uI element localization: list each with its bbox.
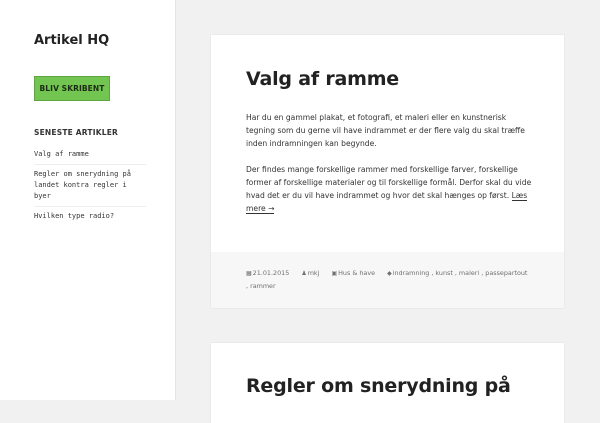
recent-articles-title: SENESTE ARTIKLER [34, 128, 119, 137]
post-title[interactable]: Valg af ramme [246, 68, 399, 90]
recent-article-link[interactable]: Valg af ramme [34, 150, 89, 158]
post-card [211, 343, 564, 423]
post-author[interactable] [301, 269, 324, 277]
post-category-text: Hus & have [338, 269, 376, 277]
post-date-text: 21.01.2015 [252, 269, 290, 277]
list-item [34, 164, 146, 206]
post-author-text: mkj [307, 269, 320, 277]
calendar-icon: ▦ [246, 270, 252, 277]
folder-icon: ▣ [331, 270, 338, 277]
recent-articles-list [34, 145, 146, 226]
become-writer-button[interactable]: BLIV SKRIBENT [34, 76, 110, 101]
post-title[interactable]: Regler om snerydning på [246, 375, 511, 397]
post-meta [211, 252, 564, 308]
author-icon: ♟ [301, 270, 307, 277]
post-content [246, 111, 536, 228]
list-item [34, 145, 146, 164]
post-tags-text: indramning , kunst , maleri , passepartout , rammer [246, 269, 528, 290]
post-category[interactable] [331, 269, 380, 277]
tag-icon: ◆ [387, 270, 392, 277]
post-paragraph: Har du en gammel plakat, et fotografi, et maleri eller en kunstnerisk tegning som du gerne vil have indrammet er der flere valg du skal træffe inden indramningen kan begynde. [246, 113, 525, 148]
read-more-link[interactable]: Læs mere → [246, 191, 528, 213]
sidebar [0, 0, 176, 400]
post-card [211, 35, 564, 308]
site-title[interactable]: Artikel HQ [34, 33, 110, 48]
post-date[interactable] [246, 269, 294, 277]
recent-article-link[interactable]: Hvilken type radio? [34, 212, 115, 220]
recent-article-link[interactable]: Regler om snerydning på landet kontra regler i byer [34, 170, 131, 200]
list-item [34, 206, 146, 226]
post-paragraph [246, 163, 536, 215]
post-paragraph-text: Der findes mange forskellige rammer med forskellige farver, forskellige former af forskellige materialer og til forskellige formål. Derfor skal du vide hvad det er du vil have indrammet og hvor det skal hænges op først. [246, 165, 532, 200]
